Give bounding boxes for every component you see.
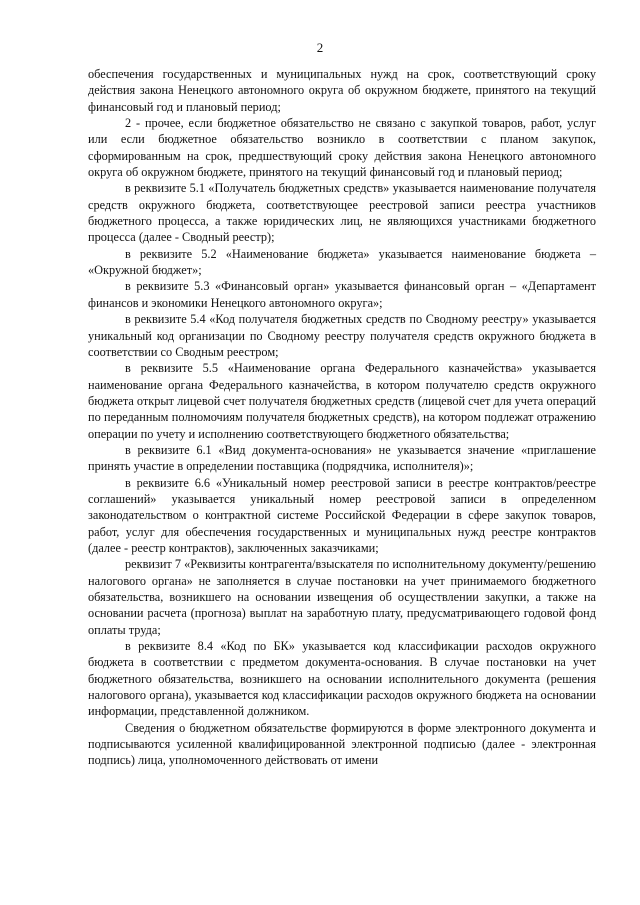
paragraph-other-obligation: 2 - прочее, если бюджетное обязательство не связано с закупкой товаров, работ, услуг или если бюджетное обязательство возникло в соответствии с планом закупок, сформированным на срок, предшествующий сроку действия закона Ненецкого автономного округа об окружном бюджете, принятого на текущий финансовый год и плановый период; [88, 116, 596, 180]
paragraph-requisite-6-1: в реквизите 6.1 «Вид документа-основания» не указывается значение «приглашение принять участие в определении поставщика (подрядчика, исполнителя)»; [88, 442, 596, 474]
paragraph-requisite-8-4: в реквизите 8.4 «Код по БК» указывается код классификации расходов окружного бюджета в соответствии с предметом документа-основания. В случае постановки на учет бюджетного обязательства, возникшего на основании исполнительного документа (решения налогового органа), указывается код классификации расходов окружного бюджета на основании информации, представленной должником. [88, 639, 596, 719]
paragraph-requisite-7: реквизит 7 «Реквизиты контрагента/взыскателя по исполнительному документу/решению налогового органа» не заполняется в случае постановки на учет принимаемого бюджетного обязательства, возникшего на основании извещения об осуществлении закупки, а также на основании расчета (прогноза) выплат на заработную плату, предусматривающего годовой фонд оплаты труда; [88, 557, 596, 637]
paragraph-requisite-5-2: в реквизите 5.2 «Наименование бюджета» указывается наименование бюджета – «Окружной бюджет»; [88, 246, 596, 278]
paragraph-requisite-5-1: в реквизите 5.1 «Получатель бюджетных средств» указывается наименование получателя средств окружного бюджета, соответствующее реестровой записи реестра участников бюджетного процесса, а также юридических лиц, не являющихся участниками бюджетного процесса (далее - Сводный реестр); [88, 181, 596, 245]
page-number: 2 [316, 40, 324, 55]
paragraph-requisite-5-4: в реквизите 5.4 «Код получателя бюджетных средств по Сводному реестру» указывается уникальный код организации по Сводному реестру получателя средств окружного бюджета в соответствии со Сводным реестром; [88, 312, 596, 359]
paragraph-continuation: обеспечения государственных и муниципальных нужд на срок, соответствующий сроку действия закона Ненецкого автономного округа об окружном бюджете, принятого на текущий финансовый год и плановый период; [88, 67, 596, 114]
paragraph-requisite-5-3: в реквизите 5.3 «Финансовый орган» указывается финансовый орган – «Департамент финансов и экономики Ненецкого автономного округа»; [88, 279, 596, 310]
document-body [88, 66, 596, 769]
paragraph-electronic-signature: Сведения о бюджетном обязательстве формируются в форме электронного документа и подписываются усиленной квалифицированной электронной подписью (далее - электронная подпись) лица, уполномоченного действовать от имени [88, 720, 596, 768]
paragraph-requisite-6-6: в реквизите 6.6 «Уникальный номер реестровой записи в реестре контрактов/реестре соглашений» указывается уникальный номер реестровой записи в определенном законодательством о контрактной системе Российской Федерации в сфере закупок товаров, работ, услуг для обеспечения государственных и муниципальных нужд реестре контрактов (далее - реестр контрактов), заключенных заказчиками; [88, 475, 596, 555]
paragraph-requisite-5-5: в реквизите 5.5 «Наименование органа Федерального казначейства» указывается наименование органа Федерального казначейства, в котором получателю средств окружного бюджета открыт лицевой счет получателя бюджетных средств (лицевой счет для учета операций по переданным полномочиям получателя бюджетных средств), на котором подлежат отражению операции по учету и исполнению соответствующего бюджетного обязательства; [88, 361, 596, 441]
